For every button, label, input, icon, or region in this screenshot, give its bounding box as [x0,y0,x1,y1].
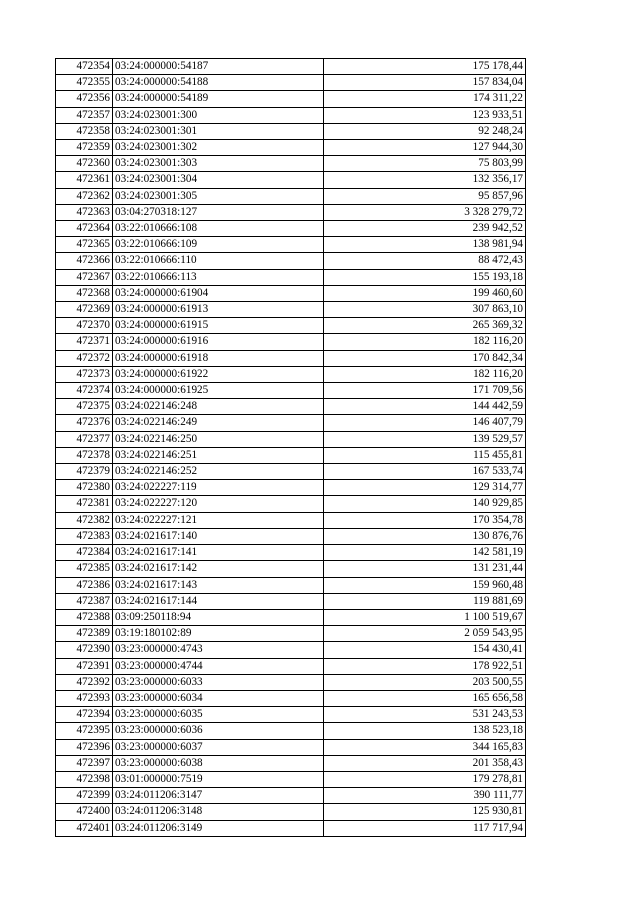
record-number-cell: 472390 [56,642,113,658]
amount-cell: 131 231,44 [324,561,526,577]
cadastral-number-cell: 03:24:000000:54188 [113,75,324,91]
record-number-cell: 472355 [56,75,113,91]
record-number-cell: 472354 [56,59,113,75]
cadastral-number-cell: 03:24:023001:305 [113,188,324,204]
cadastral-number-cell: 03:24:022227:119 [113,480,324,496]
record-number-cell: 472364 [56,221,113,237]
amount-cell: 157 834,04 [324,75,526,91]
cadastral-number-cell: 03:24:021617:140 [113,528,324,544]
record-number-cell: 472391 [56,658,113,674]
amount-cell: 138 981,94 [324,237,526,253]
table-row [56,415,526,431]
cadastral-number-cell: 03:24:022146:250 [113,431,324,447]
record-number-cell: 472389 [56,626,113,642]
cadastral-number-cell: 03:19:180102:89 [113,626,324,642]
table-body [56,59,526,837]
table-row [56,366,526,382]
amount-cell: 119 881,69 [324,593,526,609]
table-row [56,204,526,220]
table-row [56,464,526,480]
amount-cell: 142 581,19 [324,545,526,561]
record-number-cell: 472363 [56,204,113,220]
record-number-cell: 472380 [56,480,113,496]
amount-cell: 3 328 279,72 [324,204,526,220]
record-number-cell: 472401 [56,820,113,836]
amount-cell: 125 930,81 [324,804,526,820]
table-row [56,75,526,91]
record-number-cell: 472368 [56,285,113,301]
record-number-cell: 472360 [56,156,113,172]
cadastral-number-cell: 03:24:021617:144 [113,593,324,609]
table-row [56,512,526,528]
amount-cell: 129 314,77 [324,480,526,496]
amount-cell: 144 442,59 [324,399,526,415]
table-row [56,188,526,204]
record-number-cell: 472374 [56,383,113,399]
cadastral-number-cell: 03:23:000000:4744 [113,658,324,674]
record-number-cell: 472382 [56,512,113,528]
record-number-cell: 472361 [56,172,113,188]
record-number-cell: 472386 [56,577,113,593]
amount-cell: 130 876,76 [324,528,526,544]
amount-cell: 174 311,22 [324,91,526,107]
amount-cell: 115 455,81 [324,447,526,463]
table-row [56,172,526,188]
record-number-cell: 472370 [56,318,113,334]
table-row [56,820,526,836]
amount-cell: 203 500,55 [324,674,526,690]
record-number-cell: 472399 [56,788,113,804]
table-row [56,156,526,172]
table-row [56,723,526,739]
table-row [56,707,526,723]
record-number-cell: 472377 [56,431,113,447]
amount-cell: 307 863,10 [324,302,526,318]
record-number-cell: 472398 [56,771,113,787]
record-number-cell: 472376 [56,415,113,431]
record-number-cell: 472387 [56,593,113,609]
cadastral-number-cell: 03:23:000000:6034 [113,690,324,706]
record-number-cell: 472366 [56,253,113,269]
cadastral-number-cell: 03:24:000000:61922 [113,366,324,382]
cadastral-number-cell: 03:24:000000:54189 [113,91,324,107]
amount-cell: 531 243,53 [324,707,526,723]
amount-cell: 140 929,85 [324,496,526,512]
cadastral-number-cell: 03:23:000000:6038 [113,755,324,771]
amount-cell: 117 717,94 [324,820,526,836]
cadastral-number-cell: 03:23:000000:6035 [113,707,324,723]
amount-cell: 1 100 519,67 [324,609,526,625]
amount-cell: 2 059 543,95 [324,626,526,642]
cadastral-number-cell: 03:24:000000:61916 [113,334,324,350]
amount-cell: 139 529,57 [324,431,526,447]
table-row [56,221,526,237]
cadastral-number-cell: 03:24:000000:61918 [113,350,324,366]
record-number-cell: 472379 [56,464,113,480]
cadastral-number-cell: 03:24:000000:61904 [113,285,324,301]
amount-cell: 199 460,60 [324,285,526,301]
cadastral-number-cell: 03:24:023001:302 [113,140,324,156]
table-row [56,771,526,787]
cadastral-number-cell: 03:24:022146:248 [113,399,324,415]
table-row [56,447,526,463]
table-row [56,545,526,561]
table-row [56,658,526,674]
table-row [56,269,526,285]
record-number-cell: 472365 [56,237,113,253]
table-row [56,350,526,366]
cadastral-number-cell: 03:24:000000:61915 [113,318,324,334]
cadastral-number-cell: 03:22:010666:110 [113,253,324,269]
cadastral-number-cell: 03:24:022146:252 [113,464,324,480]
cadastral-number-cell: 03:24:011206:3149 [113,820,324,836]
amount-cell: 390 111,77 [324,788,526,804]
cadastral-number-cell: 03:22:010666:113 [113,269,324,285]
cadastral-number-cell: 03:24:021617:141 [113,545,324,561]
record-number-cell: 472393 [56,690,113,706]
amount-cell: 175 178,44 [324,59,526,75]
amount-cell: 88 472,43 [324,253,526,269]
record-number-cell: 472362 [56,188,113,204]
cadastral-number-cell: 03:24:022227:120 [113,496,324,512]
record-number-cell: 472400 [56,804,113,820]
amount-cell: 171 709,56 [324,383,526,399]
table-row [56,318,526,334]
amount-cell: 344 165,83 [324,739,526,755]
cadastral-number-cell: 03:24:022146:251 [113,447,324,463]
amount-cell: 132 356,17 [324,172,526,188]
amount-cell: 92 248,24 [324,123,526,139]
amount-cell: 155 193,18 [324,269,526,285]
table-row [56,123,526,139]
cadastral-number-cell: 03:24:000000:61925 [113,383,324,399]
cadastral-number-cell: 03:09:250118:94 [113,609,324,625]
amount-cell: 167 533,74 [324,464,526,480]
record-number-cell: 472388 [56,609,113,625]
table-row [56,285,526,301]
table-row [56,253,526,269]
amount-cell: 170 842,34 [324,350,526,366]
table-row [56,107,526,123]
cadastral-number-cell: 03:24:023001:303 [113,156,324,172]
record-number-cell: 472383 [56,528,113,544]
cadastral-number-cell: 03:24:022146:249 [113,415,324,431]
cadastral-number-cell: 03:24:000000:54187 [113,59,324,75]
table-row [56,642,526,658]
record-number-cell: 472359 [56,140,113,156]
cadastral-number-cell: 03:24:000000:61913 [113,302,324,318]
cadastral-number-cell: 03:24:023001:300 [113,107,324,123]
table-row [56,140,526,156]
table-row [56,480,526,496]
cadastral-number-cell: 03:24:023001:301 [113,123,324,139]
record-number-cell: 472369 [56,302,113,318]
record-number-cell: 472378 [56,447,113,463]
amount-cell: 165 656,58 [324,690,526,706]
amount-cell: 95 857,96 [324,188,526,204]
table-row [56,496,526,512]
cadastral-number-cell: 03:24:023001:304 [113,172,324,188]
record-number-cell: 472375 [56,399,113,415]
record-number-cell: 472384 [56,545,113,561]
amount-cell: 75 803,99 [324,156,526,172]
table-row [56,690,526,706]
record-number-cell: 472381 [56,496,113,512]
record-number-cell: 472372 [56,350,113,366]
table-row [56,755,526,771]
table-row [56,237,526,253]
cadastral-number-cell: 03:23:000000:6037 [113,739,324,755]
table-row [56,674,526,690]
table-row [56,561,526,577]
amount-cell: 239 942,52 [324,221,526,237]
record-number-cell: 472394 [56,707,113,723]
table-row [56,788,526,804]
table-row [56,334,526,350]
cadastral-number-cell: 03:24:021617:143 [113,577,324,593]
record-number-cell: 472392 [56,674,113,690]
table-row [56,626,526,642]
table-row [56,431,526,447]
amount-cell: 182 116,20 [324,366,526,382]
record-number-cell: 472397 [56,755,113,771]
cadastral-number-cell: 03:24:021617:142 [113,561,324,577]
cadastral-number-cell: 03:24:011206:3147 [113,788,324,804]
table-row [56,59,526,75]
amount-cell: 127 944,30 [324,140,526,156]
cadastral-number-cell: 03:24:011206:3148 [113,804,324,820]
amount-cell: 146 407,79 [324,415,526,431]
cadastral-number-cell: 03:23:000000:4743 [113,642,324,658]
table-row [56,609,526,625]
record-number-cell: 472373 [56,366,113,382]
record-number-cell: 472395 [56,723,113,739]
data-table [55,58,526,837]
cadastral-number-cell: 03:23:000000:6033 [113,674,324,690]
amount-cell: 138 523,18 [324,723,526,739]
cadastral-number-cell: 03:22:010666:109 [113,237,324,253]
table-row [56,91,526,107]
amount-cell: 159 960,48 [324,577,526,593]
table-row [56,593,526,609]
amount-cell: 170 354,78 [324,512,526,528]
amount-cell: 123 933,51 [324,107,526,123]
amount-cell: 265 369,32 [324,318,526,334]
cadastral-number-cell: 03:24:022227:121 [113,512,324,528]
amount-cell: 154 430,41 [324,642,526,658]
table-row [56,399,526,415]
amount-cell: 201 358,43 [324,755,526,771]
cadastral-number-cell: 03:01:000000:7519 [113,771,324,787]
record-number-cell: 472367 [56,269,113,285]
table-row [56,577,526,593]
table-row [56,528,526,544]
record-number-cell: 472357 [56,107,113,123]
amount-cell: 178 922,51 [324,658,526,674]
record-number-cell: 472385 [56,561,113,577]
table-row [56,383,526,399]
record-number-cell: 472396 [56,739,113,755]
record-number-cell: 472356 [56,91,113,107]
amount-cell: 182 116,20 [324,334,526,350]
table-row [56,302,526,318]
record-number-cell: 472371 [56,334,113,350]
record-number-cell: 472358 [56,123,113,139]
table-row [56,739,526,755]
table-row [56,804,526,820]
cadastral-number-cell: 03:23:000000:6036 [113,723,324,739]
cadastral-number-cell: 03:22:010666:108 [113,221,324,237]
amount-cell: 179 278,81 [324,771,526,787]
cadastral-number-cell: 03:04:270318:127 [113,204,324,220]
